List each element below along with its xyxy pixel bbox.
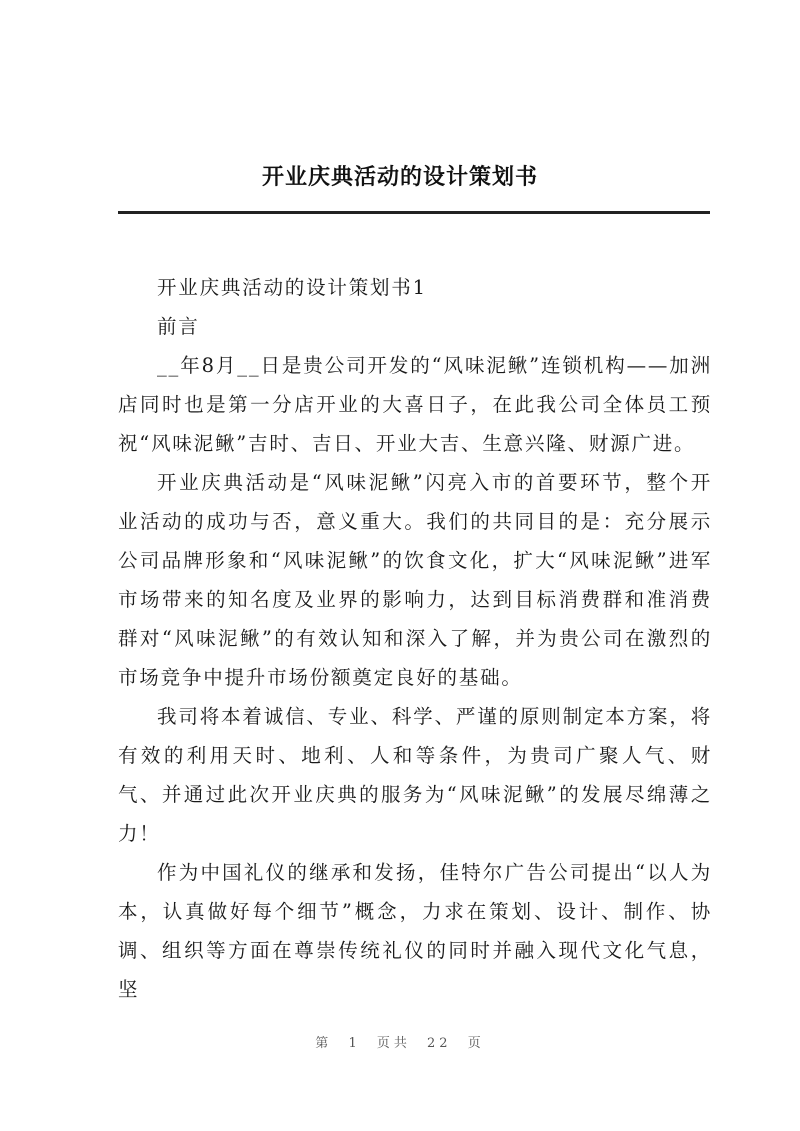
title-divider — [118, 211, 710, 214]
paragraph-principles: 我司将本着诚信、专业、科学、严谨的原则制定本方案，将有效的利用天时、地利、人和等条件，为贵司广聚人气、财气、并通过此次开业庆典的服务为“风味泥鳅”的发展尽绵薄之力！ — [118, 705, 712, 845]
document-title: 开业庆典活动的设计策划书 — [261, 164, 538, 190]
page-footer — [0, 1032, 800, 1051]
document-body — [118, 268, 712, 1009]
footer-suffix: 页 — [467, 1036, 485, 1051]
preface-heading: 前言 — [157, 315, 200, 338]
paragraph-purpose: 开业庆典活动是“风味泥鳅”闪亮入市的首要环节，整个开业活动的成功与否，意义重大。我们的共同目的是：充分展示公司品牌形象和“风味泥鳅”的饮食文化，扩大“风味泥鳅”进军市场带来的知名度及业界的影响力，达到目标消费群和准消费群对“风味泥鳅”的有效认知和深入了解，并为贵公司在激烈的市场竞争中提升市场份额奠定良好的基础。 — [118, 471, 712, 689]
footer-prefix: 第 — [315, 1036, 333, 1051]
footer-total-pages: 22 — [427, 1036, 452, 1051]
footer-page-number: 1 — [348, 1036, 361, 1051]
section-heading: 开业庆典活动的设计策划书1 — [157, 276, 427, 299]
paragraph-concept: 作为中国礼仪的继承和发扬，佳特尔广告公司提出“以人为本，认真做好每个细节”概念，力求在策划、设计、制作、协调、组织等方面在尊崇传统礼仪的同时并融入现代文化气息，坚 — [118, 861, 712, 1001]
footer-middle: 页共 — [376, 1036, 411, 1051]
paragraph-intro: __年8月__日是贵公司开发的“风味泥鳅”连锁机构——加洲店同时也是第一分店开业的大喜日子，在此我公司全体员工预祝“风味泥鳅”吉时、吉日、开业大吉、生意兴隆、财源广进。 — [118, 354, 712, 455]
